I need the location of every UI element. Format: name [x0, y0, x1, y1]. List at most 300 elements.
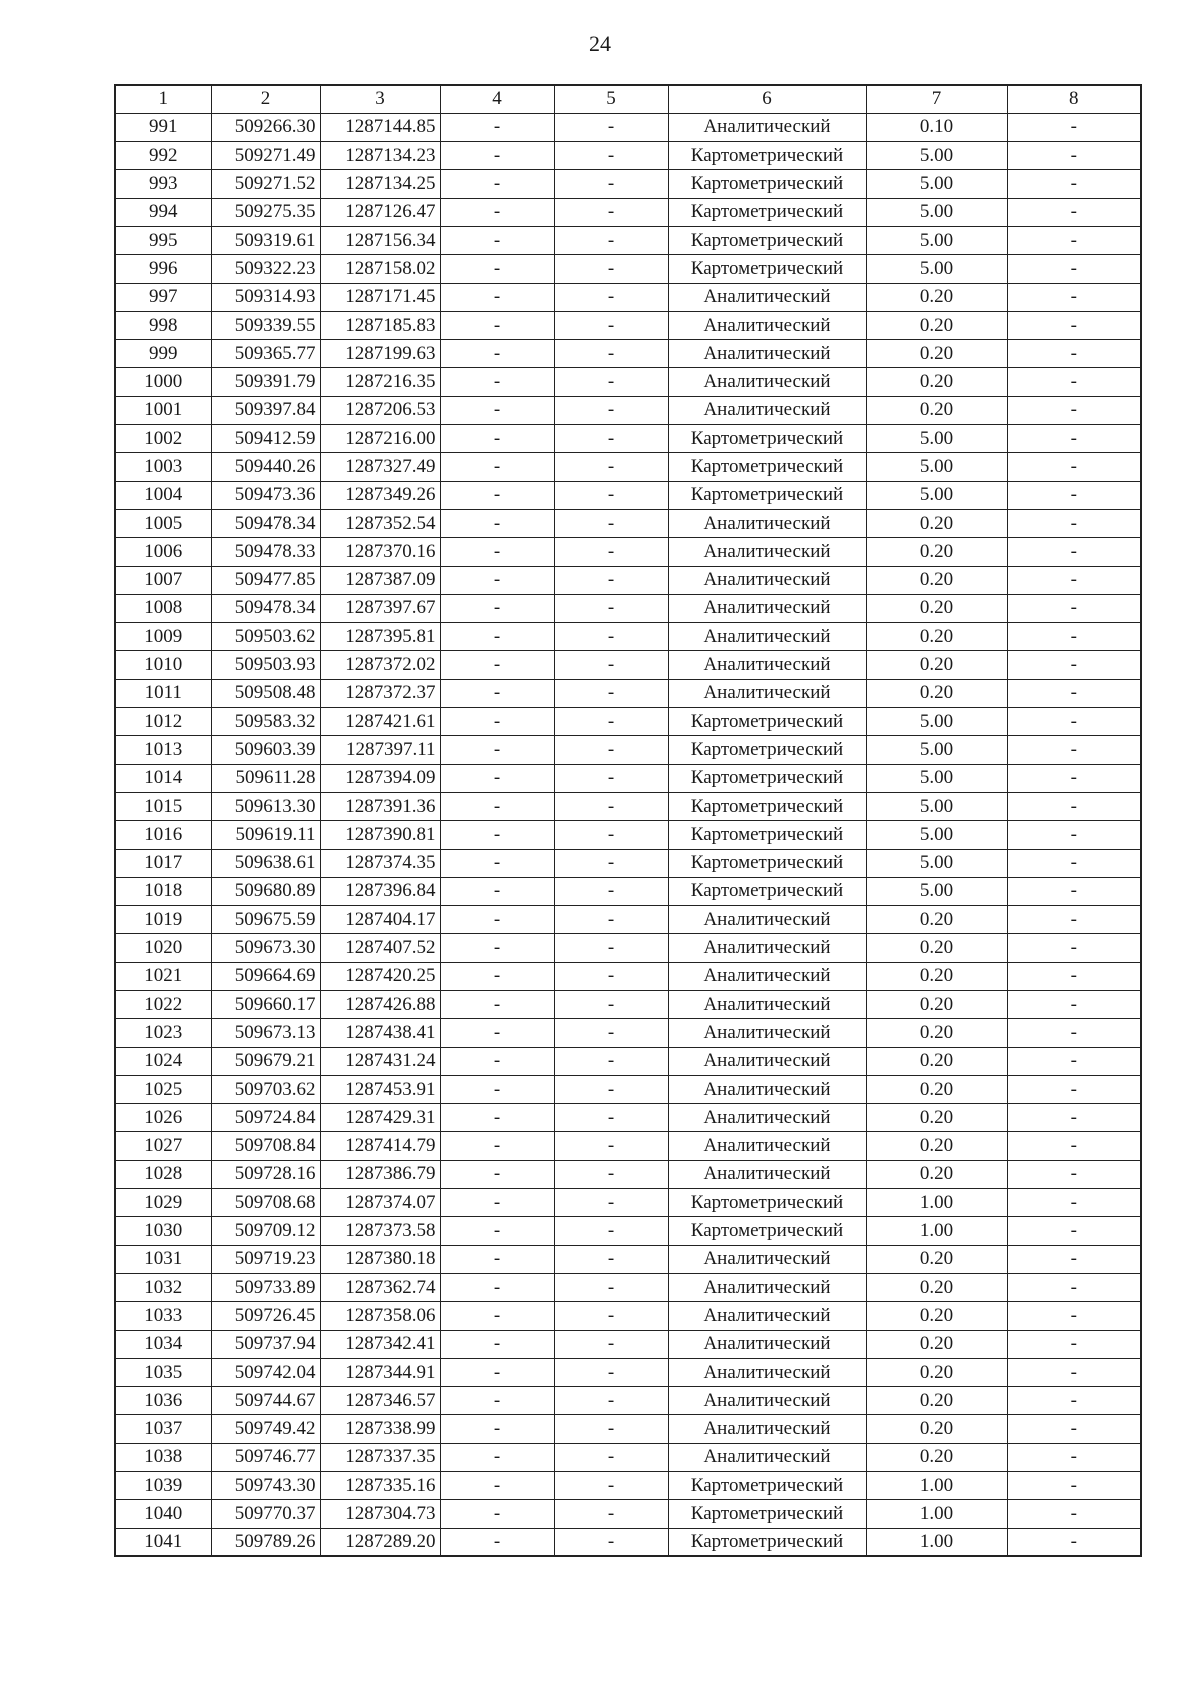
- x-coordinate-cell: 509708.84: [211, 1132, 320, 1160]
- col8-value-cell: -: [1007, 1528, 1141, 1556]
- table-row: [115, 1302, 1141, 1330]
- col8-value-cell: -: [1007, 226, 1141, 254]
- accuracy-cell: 0.20: [866, 991, 1007, 1019]
- accuracy-cell: 5.00: [866, 764, 1007, 792]
- x-coordinate-cell: 509664.69: [211, 962, 320, 990]
- coordinates-table: [114, 84, 1142, 1557]
- col5-value-cell: -: [554, 142, 668, 170]
- x-coordinate-cell: 509275.35: [211, 198, 320, 226]
- accuracy-cell: 5.00: [866, 877, 1007, 905]
- point-number-cell: 1012: [115, 708, 211, 736]
- col4-value-cell: -: [440, 396, 554, 424]
- point-number-cell: 1015: [115, 792, 211, 820]
- column-header: 6: [668, 85, 866, 113]
- x-coordinate-cell: 509397.84: [211, 396, 320, 424]
- point-number-cell: 1020: [115, 934, 211, 962]
- method-cell: Аналитический: [668, 906, 866, 934]
- col4-value-cell: -: [440, 198, 554, 226]
- accuracy-cell: 0.20: [866, 1387, 1007, 1415]
- method-cell: Картометрический: [668, 1500, 866, 1528]
- y-coordinate-cell: 1287346.57: [320, 1387, 440, 1415]
- accuracy-cell: 0.20: [866, 1019, 1007, 1047]
- table-row: [115, 340, 1141, 368]
- y-coordinate-cell: 1287156.34: [320, 226, 440, 254]
- method-cell: Аналитический: [668, 651, 866, 679]
- col8-value-cell: -: [1007, 538, 1141, 566]
- y-coordinate-cell: 1287391.36: [320, 792, 440, 820]
- table-row: [115, 1189, 1141, 1217]
- x-coordinate-cell: 509673.30: [211, 934, 320, 962]
- point-number-cell: 996: [115, 255, 211, 283]
- col4-value-cell: -: [440, 170, 554, 198]
- col5-value-cell: -: [554, 113, 668, 141]
- y-coordinate-cell: 1287349.26: [320, 481, 440, 509]
- col4-value-cell: -: [440, 1132, 554, 1160]
- accuracy-cell: 5.00: [866, 255, 1007, 283]
- table-row: [115, 368, 1141, 396]
- y-coordinate-cell: 1287426.88: [320, 991, 440, 1019]
- method-cell: Картометрический: [668, 198, 866, 226]
- point-number-cell: 1022: [115, 991, 211, 1019]
- point-number-cell: 1034: [115, 1330, 211, 1358]
- col4-value-cell: -: [440, 255, 554, 283]
- y-coordinate-cell: 1287338.99: [320, 1415, 440, 1443]
- method-cell: Картометрический: [668, 170, 866, 198]
- point-number-cell: 1039: [115, 1472, 211, 1500]
- col4-value-cell: -: [440, 877, 554, 905]
- col4-value-cell: -: [440, 1160, 554, 1188]
- y-coordinate-cell: 1287144.85: [320, 113, 440, 141]
- method-cell: Картометрический: [668, 708, 866, 736]
- y-coordinate-cell: 1287327.49: [320, 453, 440, 481]
- method-cell: Аналитический: [668, 1443, 866, 1471]
- method-cell: Аналитический: [668, 962, 866, 990]
- y-coordinate-cell: 1287358.06: [320, 1302, 440, 1330]
- method-cell: Аналитический: [668, 368, 866, 396]
- table-row: [115, 1528, 1141, 1556]
- accuracy-cell: 5.00: [866, 453, 1007, 481]
- x-coordinate-cell: 509673.13: [211, 1019, 320, 1047]
- table-row: [115, 679, 1141, 707]
- x-coordinate-cell: 509365.77: [211, 340, 320, 368]
- column-header: 7: [866, 85, 1007, 113]
- method-cell: Аналитический: [668, 1273, 866, 1301]
- col5-value-cell: -: [554, 594, 668, 622]
- table-row: [115, 1132, 1141, 1160]
- column-header: 8: [1007, 85, 1141, 113]
- col5-value-cell: -: [554, 170, 668, 198]
- point-number-cell: 991: [115, 113, 211, 141]
- point-number-cell: 1016: [115, 821, 211, 849]
- col8-value-cell: -: [1007, 509, 1141, 537]
- accuracy-cell: 5.00: [866, 792, 1007, 820]
- point-number-cell: 992: [115, 142, 211, 170]
- col8-value-cell: -: [1007, 481, 1141, 509]
- accuracy-cell: 0.20: [866, 623, 1007, 651]
- accuracy-cell: 0.20: [866, 934, 1007, 962]
- method-cell: Аналитический: [668, 566, 866, 594]
- table-row: [115, 821, 1141, 849]
- col5-value-cell: -: [554, 679, 668, 707]
- col5-value-cell: -: [554, 1047, 668, 1075]
- y-coordinate-cell: 1287387.09: [320, 566, 440, 594]
- y-coordinate-cell: 1287372.37: [320, 679, 440, 707]
- x-coordinate-cell: 509473.36: [211, 481, 320, 509]
- x-coordinate-cell: 509271.49: [211, 142, 320, 170]
- accuracy-cell: 0.20: [866, 311, 1007, 339]
- col5-value-cell: -: [554, 1443, 668, 1471]
- col4-value-cell: -: [440, 1528, 554, 1556]
- accuracy-cell: 0.20: [866, 1443, 1007, 1471]
- col8-value-cell: -: [1007, 991, 1141, 1019]
- table-row: [115, 255, 1141, 283]
- col4-value-cell: -: [440, 1104, 554, 1132]
- table-row: [115, 1500, 1141, 1528]
- col5-value-cell: -: [554, 1500, 668, 1528]
- col5-value-cell: -: [554, 651, 668, 679]
- col5-value-cell: -: [554, 623, 668, 651]
- col4-value-cell: -: [440, 1245, 554, 1273]
- col4-value-cell: -: [440, 764, 554, 792]
- col5-value-cell: -: [554, 849, 668, 877]
- method-cell: Картометрический: [668, 1472, 866, 1500]
- method-cell: Картометрический: [668, 849, 866, 877]
- y-coordinate-cell: 1287216.35: [320, 368, 440, 396]
- col5-value-cell: -: [554, 509, 668, 537]
- x-coordinate-cell: 509412.59: [211, 425, 320, 453]
- y-coordinate-cell: 1287335.16: [320, 1472, 440, 1500]
- x-coordinate-cell: 509322.23: [211, 255, 320, 283]
- point-number-cell: 1003: [115, 453, 211, 481]
- col5-value-cell: -: [554, 396, 668, 424]
- table-row: [115, 934, 1141, 962]
- table-row: [115, 311, 1141, 339]
- accuracy-cell: 5.00: [866, 481, 1007, 509]
- col8-value-cell: -: [1007, 1189, 1141, 1217]
- table-row: [115, 1358, 1141, 1386]
- method-cell: Аналитический: [668, 1104, 866, 1132]
- point-number-cell: 1000: [115, 368, 211, 396]
- col4-value-cell: -: [440, 821, 554, 849]
- accuracy-cell: 5.00: [866, 821, 1007, 849]
- accuracy-cell: 0.20: [866, 1047, 1007, 1075]
- col4-value-cell: -: [440, 792, 554, 820]
- method-cell: Картометрический: [668, 255, 866, 283]
- y-coordinate-cell: 1287372.02: [320, 651, 440, 679]
- accuracy-cell: 0.20: [866, 1273, 1007, 1301]
- col5-value-cell: -: [554, 821, 668, 849]
- col8-value-cell: -: [1007, 1415, 1141, 1443]
- accuracy-cell: 5.00: [866, 736, 1007, 764]
- table-body: [115, 113, 1141, 1556]
- col8-value-cell: -: [1007, 792, 1141, 820]
- y-coordinate-cell: 1287185.83: [320, 311, 440, 339]
- col5-value-cell: -: [554, 764, 668, 792]
- x-coordinate-cell: 509733.89: [211, 1273, 320, 1301]
- x-coordinate-cell: 509744.67: [211, 1387, 320, 1415]
- y-coordinate-cell: 1287386.79: [320, 1160, 440, 1188]
- col8-value-cell: -: [1007, 1104, 1141, 1132]
- point-number-cell: 1006: [115, 538, 211, 566]
- accuracy-cell: 0.20: [866, 1302, 1007, 1330]
- table-row: [115, 708, 1141, 736]
- table-row: [115, 1019, 1141, 1047]
- col8-value-cell: -: [1007, 877, 1141, 905]
- accuracy-cell: 5.00: [866, 142, 1007, 170]
- col5-value-cell: -: [554, 1528, 668, 1556]
- method-cell: Картометрический: [668, 764, 866, 792]
- accuracy-cell: 0.20: [866, 1132, 1007, 1160]
- method-cell: Картометрический: [668, 453, 866, 481]
- col5-value-cell: -: [554, 255, 668, 283]
- col5-value-cell: -: [554, 1075, 668, 1103]
- accuracy-cell: 0.20: [866, 396, 1007, 424]
- col4-value-cell: -: [440, 849, 554, 877]
- x-coordinate-cell: 509339.55: [211, 311, 320, 339]
- method-cell: Аналитический: [668, 1245, 866, 1273]
- col4-value-cell: -: [440, 991, 554, 1019]
- y-coordinate-cell: 1287342.41: [320, 1330, 440, 1358]
- col8-value-cell: -: [1007, 1443, 1141, 1471]
- method-cell: Аналитический: [668, 311, 866, 339]
- y-coordinate-cell: 1287396.84: [320, 877, 440, 905]
- method-cell: Картометрический: [668, 226, 866, 254]
- col8-value-cell: -: [1007, 962, 1141, 990]
- point-number-cell: 994: [115, 198, 211, 226]
- col5-value-cell: -: [554, 425, 668, 453]
- table-row: [115, 396, 1141, 424]
- point-number-cell: 1008: [115, 594, 211, 622]
- column-header: 3: [320, 85, 440, 113]
- table-row: [115, 623, 1141, 651]
- point-number-cell: 1019: [115, 906, 211, 934]
- method-cell: Картометрический: [668, 142, 866, 170]
- accuracy-cell: 0.20: [866, 906, 1007, 934]
- point-number-cell: 1001: [115, 396, 211, 424]
- point-number-cell: 993: [115, 170, 211, 198]
- accuracy-cell: 0.20: [866, 1104, 1007, 1132]
- x-coordinate-cell: 509743.30: [211, 1472, 320, 1500]
- y-coordinate-cell: 1287390.81: [320, 821, 440, 849]
- col8-value-cell: -: [1007, 594, 1141, 622]
- point-number-cell: 1040: [115, 1500, 211, 1528]
- y-coordinate-cell: 1287374.07: [320, 1189, 440, 1217]
- col8-value-cell: -: [1007, 453, 1141, 481]
- col5-value-cell: -: [554, 1217, 668, 1245]
- col4-value-cell: -: [440, 1387, 554, 1415]
- col8-value-cell: -: [1007, 368, 1141, 396]
- col8-value-cell: -: [1007, 1217, 1141, 1245]
- col5-value-cell: -: [554, 934, 668, 962]
- point-number-cell: 1037: [115, 1415, 211, 1443]
- col8-value-cell: -: [1007, 1245, 1141, 1273]
- point-number-cell: 1010: [115, 651, 211, 679]
- col8-value-cell: -: [1007, 311, 1141, 339]
- point-number-cell: 1011: [115, 679, 211, 707]
- accuracy-cell: 0.20: [866, 962, 1007, 990]
- col4-value-cell: -: [440, 283, 554, 311]
- point-number-cell: 997: [115, 283, 211, 311]
- method-cell: Аналитический: [668, 1302, 866, 1330]
- col8-value-cell: -: [1007, 1132, 1141, 1160]
- col5-value-cell: -: [554, 991, 668, 1019]
- accuracy-cell: 1.00: [866, 1189, 1007, 1217]
- table-row: [115, 481, 1141, 509]
- col8-value-cell: -: [1007, 1160, 1141, 1188]
- y-coordinate-cell: 1287289.20: [320, 1528, 440, 1556]
- method-cell: Картометрический: [668, 481, 866, 509]
- table-row: [115, 283, 1141, 311]
- x-coordinate-cell: 509638.61: [211, 849, 320, 877]
- accuracy-cell: 1.00: [866, 1472, 1007, 1500]
- table-row: [115, 113, 1141, 141]
- table-row: [115, 226, 1141, 254]
- col5-value-cell: -: [554, 1472, 668, 1500]
- col8-value-cell: -: [1007, 821, 1141, 849]
- point-number-cell: 1033: [115, 1302, 211, 1330]
- col5-value-cell: -: [554, 1415, 668, 1443]
- accuracy-cell: 0.20: [866, 1075, 1007, 1103]
- y-coordinate-cell: 1287380.18: [320, 1245, 440, 1273]
- col5-value-cell: -: [554, 1273, 668, 1301]
- table-row: [115, 651, 1141, 679]
- col4-value-cell: -: [440, 1075, 554, 1103]
- col5-value-cell: -: [554, 1189, 668, 1217]
- table-row: [115, 425, 1141, 453]
- col4-value-cell: -: [440, 368, 554, 396]
- table-row: [115, 198, 1141, 226]
- col4-value-cell: -: [440, 340, 554, 368]
- col4-value-cell: -: [440, 906, 554, 934]
- col5-value-cell: -: [554, 453, 668, 481]
- y-coordinate-cell: 1287206.53: [320, 396, 440, 424]
- point-number-cell: 1041: [115, 1528, 211, 1556]
- col4-value-cell: -: [440, 1415, 554, 1443]
- col5-value-cell: -: [554, 481, 668, 509]
- method-cell: Аналитический: [668, 538, 866, 566]
- point-number-cell: 1038: [115, 1443, 211, 1471]
- point-number-cell: 1026: [115, 1104, 211, 1132]
- x-coordinate-cell: 509749.42: [211, 1415, 320, 1443]
- col8-value-cell: -: [1007, 170, 1141, 198]
- method-cell: Аналитический: [668, 594, 866, 622]
- x-coordinate-cell: 509319.61: [211, 226, 320, 254]
- col4-value-cell: -: [440, 538, 554, 566]
- col5-value-cell: -: [554, 1245, 668, 1273]
- table-row: [115, 1047, 1141, 1075]
- point-number-cell: 1032: [115, 1273, 211, 1301]
- column-header: 4: [440, 85, 554, 113]
- method-cell: Аналитический: [668, 1132, 866, 1160]
- col5-value-cell: -: [554, 792, 668, 820]
- y-coordinate-cell: 1287429.31: [320, 1104, 440, 1132]
- col8-value-cell: -: [1007, 849, 1141, 877]
- y-coordinate-cell: 1287438.41: [320, 1019, 440, 1047]
- table-row: [115, 1472, 1141, 1500]
- table-row: [115, 792, 1141, 820]
- method-cell: Аналитический: [668, 340, 866, 368]
- point-number-cell: 995: [115, 226, 211, 254]
- point-number-cell: 1002: [115, 425, 211, 453]
- x-coordinate-cell: 509613.30: [211, 792, 320, 820]
- table-row: [115, 991, 1141, 1019]
- col8-value-cell: -: [1007, 396, 1141, 424]
- col4-value-cell: -: [440, 226, 554, 254]
- col4-value-cell: -: [440, 1273, 554, 1301]
- col4-value-cell: -: [440, 311, 554, 339]
- method-cell: Картометрический: [668, 877, 866, 905]
- x-coordinate-cell: 509503.93: [211, 651, 320, 679]
- col4-value-cell: -: [440, 934, 554, 962]
- y-coordinate-cell: 1287304.73: [320, 1500, 440, 1528]
- y-coordinate-cell: 1287126.47: [320, 198, 440, 226]
- col8-value-cell: -: [1007, 764, 1141, 792]
- y-coordinate-cell: 1287337.35: [320, 1443, 440, 1471]
- col8-value-cell: -: [1007, 679, 1141, 707]
- point-number-cell: 1007: [115, 566, 211, 594]
- method-cell: Аналитический: [668, 1160, 866, 1188]
- col8-value-cell: -: [1007, 142, 1141, 170]
- point-number-cell: 1030: [115, 1217, 211, 1245]
- col5-value-cell: -: [554, 311, 668, 339]
- x-coordinate-cell: 509508.48: [211, 679, 320, 707]
- col4-value-cell: -: [440, 453, 554, 481]
- table-row: [115, 538, 1141, 566]
- col5-value-cell: -: [554, 906, 668, 934]
- col4-value-cell: -: [440, 481, 554, 509]
- table-row: [115, 1273, 1141, 1301]
- col8-value-cell: -: [1007, 623, 1141, 651]
- x-coordinate-cell: 509271.52: [211, 170, 320, 198]
- table-row: [115, 1160, 1141, 1188]
- col5-value-cell: -: [554, 340, 668, 368]
- col8-value-cell: -: [1007, 1387, 1141, 1415]
- point-number-cell: 1023: [115, 1019, 211, 1047]
- table-row: [115, 1330, 1141, 1358]
- method-cell: Аналитический: [668, 113, 866, 141]
- point-number-cell: 1009: [115, 623, 211, 651]
- x-coordinate-cell: 509660.17: [211, 991, 320, 1019]
- table-row: [115, 1415, 1141, 1443]
- table-row: [115, 453, 1141, 481]
- col8-value-cell: -: [1007, 566, 1141, 594]
- col8-value-cell: -: [1007, 283, 1141, 311]
- y-coordinate-cell: 1287362.74: [320, 1273, 440, 1301]
- col8-value-cell: -: [1007, 340, 1141, 368]
- y-coordinate-cell: 1287395.81: [320, 623, 440, 651]
- col8-value-cell: -: [1007, 906, 1141, 934]
- table-row: [115, 170, 1141, 198]
- y-coordinate-cell: 1287370.16: [320, 538, 440, 566]
- x-coordinate-cell: 509789.26: [211, 1528, 320, 1556]
- accuracy-cell: 0.20: [866, 679, 1007, 707]
- method-cell: Аналитический: [668, 934, 866, 962]
- col4-value-cell: -: [440, 1189, 554, 1217]
- col5-value-cell: -: [554, 198, 668, 226]
- col5-value-cell: -: [554, 368, 668, 396]
- point-number-cell: 1024: [115, 1047, 211, 1075]
- method-cell: Картометрический: [668, 821, 866, 849]
- col5-value-cell: -: [554, 877, 668, 905]
- table-row: [115, 1075, 1141, 1103]
- table-row: [115, 736, 1141, 764]
- y-coordinate-cell: 1287420.25: [320, 962, 440, 990]
- x-coordinate-cell: 509708.68: [211, 1189, 320, 1217]
- table-row: [115, 594, 1141, 622]
- table-row: [115, 1387, 1141, 1415]
- x-coordinate-cell: 509478.33: [211, 538, 320, 566]
- col5-value-cell: -: [554, 226, 668, 254]
